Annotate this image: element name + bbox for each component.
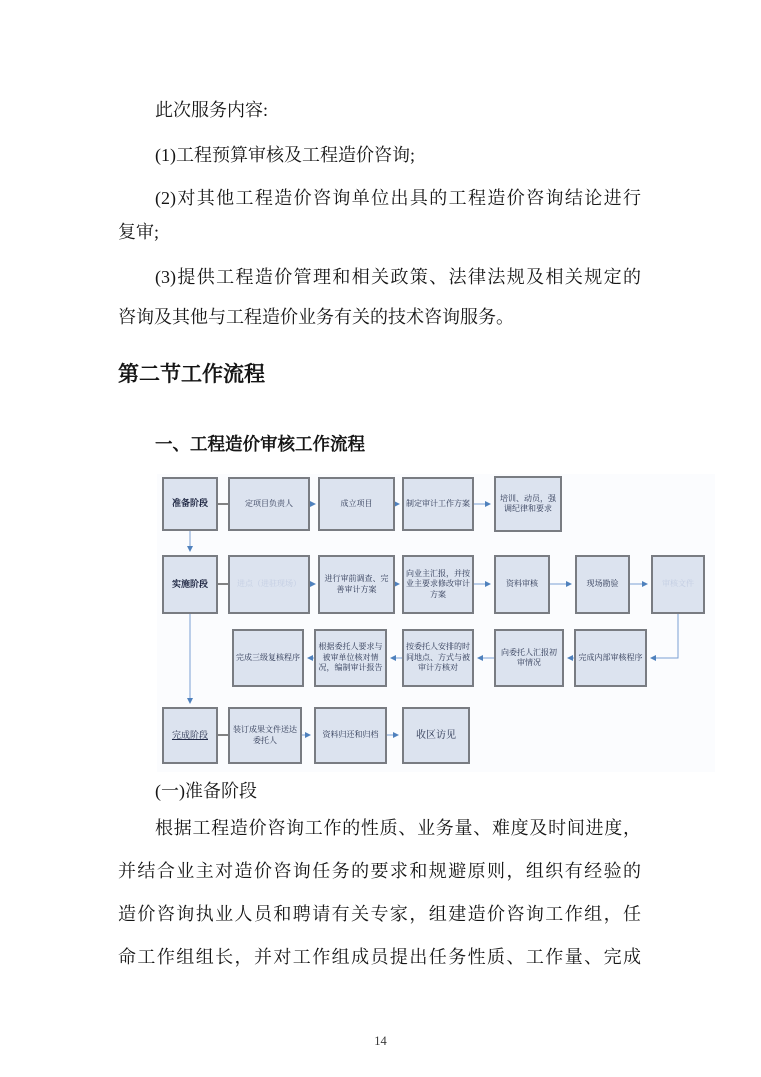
section-subtitle: 一、工程造价审核工作流程 <box>155 434 365 454</box>
flow-box-doc-review: 资料审核 <box>494 555 550 614</box>
intro-line-1: 此次服务内容: <box>155 100 269 120</box>
intro-item-2-line-1: (2)对其他工程造价咨询单位出具的工程造价咨询结论进行 <box>155 188 641 208</box>
flow-box-three-level: 完成三级复核程序 <box>232 629 304 687</box>
flow-box-report-owner: 向业主汇报，并按业主要求修改审计方案 <box>402 555 474 614</box>
intro-item-1: (1)工程预算审核及工程造价咨询; <box>155 145 415 165</box>
flow-box-bind-deliver: 装订成果文件送达委托人 <box>228 707 302 764</box>
flow-box-archive: 资料归还和归档 <box>314 707 387 764</box>
body-line-2: 并结合业主对造价咨询任务的要求和规避原则，组织有经验的 <box>118 861 641 881</box>
flow-box-training: 培训、动员，强调纪律和要求 <box>494 476 562 532</box>
intro-item-3-line-1: (3)提供工程造价管理和相关政策、法律法规及相关规定的 <box>155 267 641 287</box>
flow-box-finish-phase: 完成阶段 <box>162 707 218 764</box>
flow-box-establish-project: 成立项目 <box>318 477 395 531</box>
flow-box-pre-survey: 进行审前调查、完善审计方案 <box>318 555 395 614</box>
body-line-1: 根据工程造价咨询工作的性质、业务量、难度及时间进度， <box>155 818 641 838</box>
flow-box-report-client: 向委托人汇报初审情况 <box>494 629 564 687</box>
flow-box-set-leader: 定项目负责人 <box>228 477 310 531</box>
flow-box-enter-site: 进点（进驻现场） <box>228 555 310 614</box>
flow-box-check-auditee: 按委托人安排的时间地点、方式与被审计方核对 <box>402 629 474 687</box>
flow-box-review-files: 审核文件 <box>651 555 705 614</box>
flowchart-image <box>157 474 715 772</box>
body-heading: (一)准备阶段 <box>155 781 257 801</box>
body-line-3: 造价咨询执业人员和聘请有关专家，组建造价咨询工作组，任 <box>118 904 641 924</box>
flow-box-visit: 收区访见 <box>402 707 470 764</box>
body-line-4: 命工作组组长，并对工作组成员提出任务性质、工作量、完成 <box>118 947 641 967</box>
intro-item-2-line-2: 复审; <box>118 222 160 242</box>
flow-box-make-plan: 制定审计工作方案 <box>402 477 474 531</box>
page-number: 14 <box>374 1034 387 1048</box>
flow-box-site-survey: 现场勘验 <box>575 555 630 614</box>
flow-box-internal-done: 完成内部审核程序 <box>574 629 647 687</box>
flow-box-impl-phase: 实施阶段 <box>162 555 218 614</box>
intro-item-3-line-2: 咨询及其他与工程造价业务有关的技术咨询服务。 <box>118 307 514 327</box>
flow-box-make-report: 根据委托人要求与被审单位核对情况，编制审计报告 <box>314 629 387 687</box>
flow-box-prep-phase: 准备阶段 <box>162 477 218 531</box>
section-title: 第二节工作流程 <box>118 362 265 386</box>
